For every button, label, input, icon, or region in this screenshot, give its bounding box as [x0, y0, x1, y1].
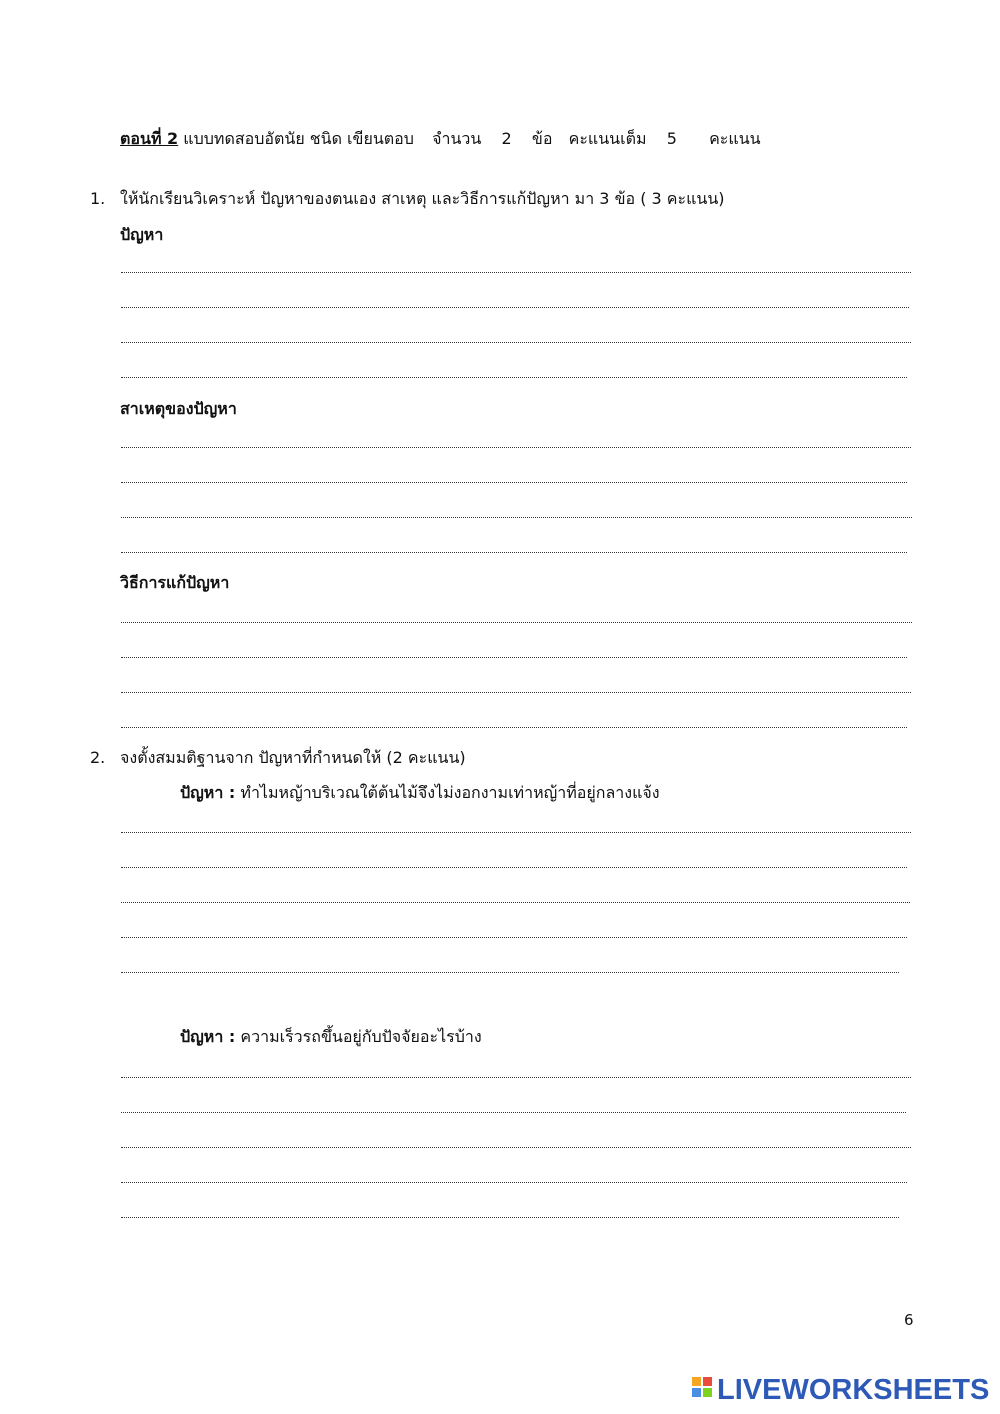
question-2-number: 2. — [90, 748, 106, 767]
problem-text: ความเร็วรถขึ้นอยู่กับปัจจัยอะไรบ้าง — [240, 1027, 482, 1046]
brand-name: LIVEWORKSHEETS — [717, 1373, 990, 1406]
problem-statement-1 — [180, 783, 660, 803]
answer-line[interactable] — [121, 482, 907, 483]
answer-line[interactable] — [121, 867, 907, 868]
answer-line[interactable] — [121, 377, 907, 378]
answer-line[interactable] — [121, 517, 912, 518]
answer-line[interactable] — [121, 727, 907, 728]
answer-line[interactable] — [121, 937, 907, 938]
answer-line[interactable] — [121, 692, 911, 693]
answer-line[interactable] — [121, 1112, 906, 1113]
answer-line[interactable] — [121, 552, 907, 553]
answer-line[interactable] — [121, 657, 907, 658]
answer-line[interactable] — [121, 902, 910, 903]
section-heading-cause: สาเหตุของปัญหา — [120, 399, 237, 418]
answer-line[interactable] — [121, 342, 911, 343]
part-label: ตอนที่ 2 — [120, 129, 179, 148]
answer-line[interactable] — [121, 1077, 911, 1078]
answer-line[interactable] — [121, 1147, 911, 1148]
page-number: 6 — [904, 1311, 914, 1329]
score-unit: คะแนน — [709, 129, 761, 148]
count-unit: ข้อ — [531, 129, 553, 148]
answer-line[interactable] — [121, 447, 911, 448]
problem-label: ปัญหา : — [180, 783, 236, 802]
problem-statement-2 — [180, 1027, 482, 1047]
problem-label: ปัญหา : — [180, 1027, 236, 1046]
answer-line[interactable] — [121, 307, 909, 308]
question-1-text: ให้นักเรียนวิเคราะห์ ปัญหาของตนเอง สาเหตุ และวิธีการแก้ปัญหา มา 3 ข้อ ( 3 คะแนน) — [120, 189, 725, 208]
part-description: แบบทดสอบอัตนัย ชนิด เขียนตอบ — [183, 129, 414, 148]
answer-line[interactable] — [121, 972, 899, 973]
liveworksheets-logo-icon — [692, 1377, 714, 1403]
count-value: 2 — [501, 129, 512, 148]
score-label: คะแนนเต็ม — [568, 129, 647, 148]
part-header — [120, 129, 761, 149]
section-heading-solution: วิธีการแก้ปัญหา — [120, 573, 230, 592]
count-label: จำนวน — [432, 129, 482, 148]
answer-line[interactable] — [121, 1217, 899, 1218]
liveworksheets-logo[interactable] — [692, 1374, 989, 1406]
answer-line[interactable] — [121, 272, 911, 273]
question-1-number: 1. — [90, 189, 106, 208]
answer-line[interactable] — [121, 832, 911, 833]
answer-line[interactable] — [121, 622, 912, 623]
score-value: 5 — [666, 129, 677, 148]
problem-text: ทำไมหญ้าบริเวณใต้ต้นไม้จึงไม่งอกงามเท่าหญ้าที่อยู่กลางแจ้ง — [240, 783, 660, 802]
answer-line[interactable] — [121, 1182, 907, 1183]
question-2-text: จงตั้งสมมติฐานจาก ปัญหาที่กำหนดให้ (2 คะแนน) — [120, 748, 466, 767]
section-heading-problem: ปัญหา — [120, 225, 164, 244]
